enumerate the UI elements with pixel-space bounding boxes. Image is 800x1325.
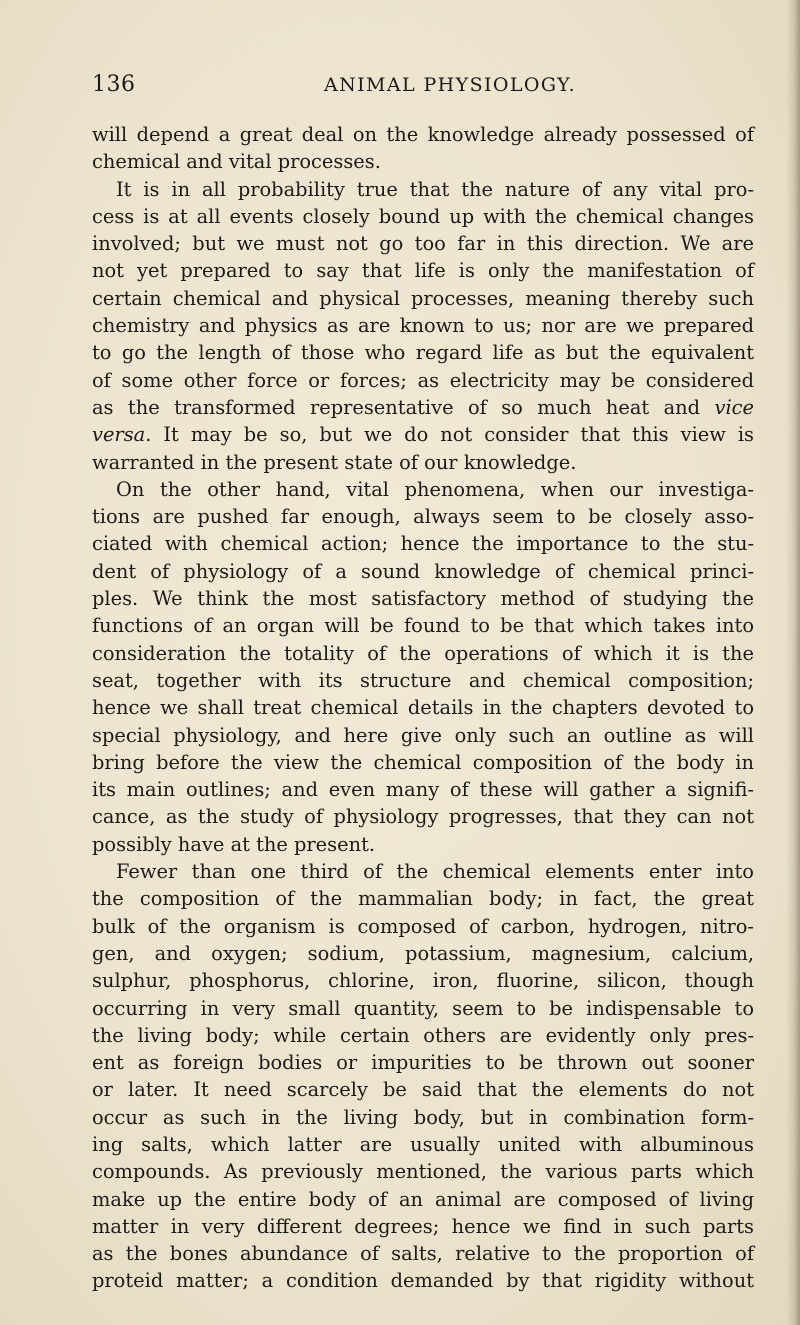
text-line: gen, and oxygen; sodium, potassium, magnesium, calcium, xyxy=(92,941,754,965)
page-header xyxy=(92,68,772,104)
text-line: On the other hand, vital phenomena, when our investiga- xyxy=(116,477,754,501)
text-line: will depend a great deal on the knowledge already possessed of xyxy=(92,123,754,146)
text-line: as the transformed representative of so much heat and vice xyxy=(92,395,754,419)
italic-term: vice xyxy=(714,395,754,419)
text-line: of some other force or forces; as electricity may be considered xyxy=(92,368,754,392)
text-line: matter in very different degrees; hence we find in such parts xyxy=(92,1214,754,1238)
text-line: not yet prepared to say that life is only the manifestation of xyxy=(92,259,754,283)
text-line: It is in all probability true that the nature of any vital pro- xyxy=(116,177,754,201)
text-line: functions of an organ will be found to be that which takes into xyxy=(92,614,754,638)
text-line: possibly have at the present. xyxy=(92,832,376,856)
text-line: its main outlines; and even many of these will gather a signifi- xyxy=(92,778,754,802)
text-line: the living body; while certain others are evidently only pres- xyxy=(92,1023,754,1047)
text-line: cess is at all events closely bound up with the chemical changes xyxy=(92,204,754,228)
text-line: special physiology, and here give only such an outline as will xyxy=(92,723,754,747)
text-line: occur as such in the living body, but in combination form- xyxy=(92,1105,754,1129)
text-line: seat, together with its structure and chemical composition; xyxy=(92,668,754,692)
text-line: consideration the totality of the operations of which it is the xyxy=(92,641,754,665)
text-line: ent as foreign bodies or impurities to be thrown out sooner xyxy=(92,1051,754,1075)
text-line: Fewer than one third of the chemical elements enter into xyxy=(116,860,754,884)
body-text xyxy=(92,121,754,1295)
text-line: warranted in the present state of our knowledge. xyxy=(92,450,577,474)
text-line: or later. It need scarcely be said that the elements do not xyxy=(92,1078,754,1102)
text-line: ing salts, which latter are usually united with albuminous xyxy=(92,1132,754,1156)
text-line: as the bones abundance of salts, relative to the proportion of xyxy=(92,1242,754,1266)
text-line: compounds. As previously mentioned, the various parts which xyxy=(92,1160,754,1184)
text-line: sulphur, phosphorus, chlorine, iron, fluorine, silicon, though xyxy=(92,969,754,993)
text-line: occurring in very small quantity, seem to be indispensable to xyxy=(92,996,754,1020)
text-line: tions are pushed far enough, always seem to be closely asso- xyxy=(92,505,754,529)
text-line: chemical and vital processes. xyxy=(92,150,381,174)
text-line: the composition of the mammalian body; in fact, the great xyxy=(92,887,754,911)
text-line: dent of physiology of a sound knowledge of chemical princi- xyxy=(92,559,754,583)
text-line: make up the entire body of an animal are composed of living xyxy=(92,1187,754,1211)
text-line: ples. We think the most satisfactory method of studying the xyxy=(92,587,754,611)
text-line: cance, as the study of physiology progresses, that they can not xyxy=(92,805,754,829)
text-line: bulk of the organism is composed of carbon, hydrogen, nitro- xyxy=(92,914,754,938)
italic-term: versa xyxy=(92,423,146,447)
text-line: bring before the view the chemical composition of the body in xyxy=(92,750,754,774)
page-number: 136 xyxy=(92,72,136,97)
text-line: ciated with chemical action; hence the importance to the stu- xyxy=(92,532,754,556)
page-edge-shadow xyxy=(786,0,800,1325)
text-line: certain chemical and physical processes, meaning thereby such xyxy=(92,286,754,310)
text-line: involved; but we must not go too far in this direction. We are xyxy=(92,232,754,256)
text-line: versa. It may be so, but we do not consider that this view is xyxy=(92,423,754,447)
text-line: chemistry and physics as are known to us; nor are we prepared xyxy=(92,314,754,338)
text-line: hence we shall treat chemical details in the chapters devoted to xyxy=(92,696,754,720)
running-title: ANIMAL PHYSIOLOGY. xyxy=(324,74,577,96)
text-line: proteid matter; a condition demanded by that rigidity without xyxy=(92,1269,754,1293)
text-line: to go the length of those who regard life as but the equivalent xyxy=(92,341,754,365)
